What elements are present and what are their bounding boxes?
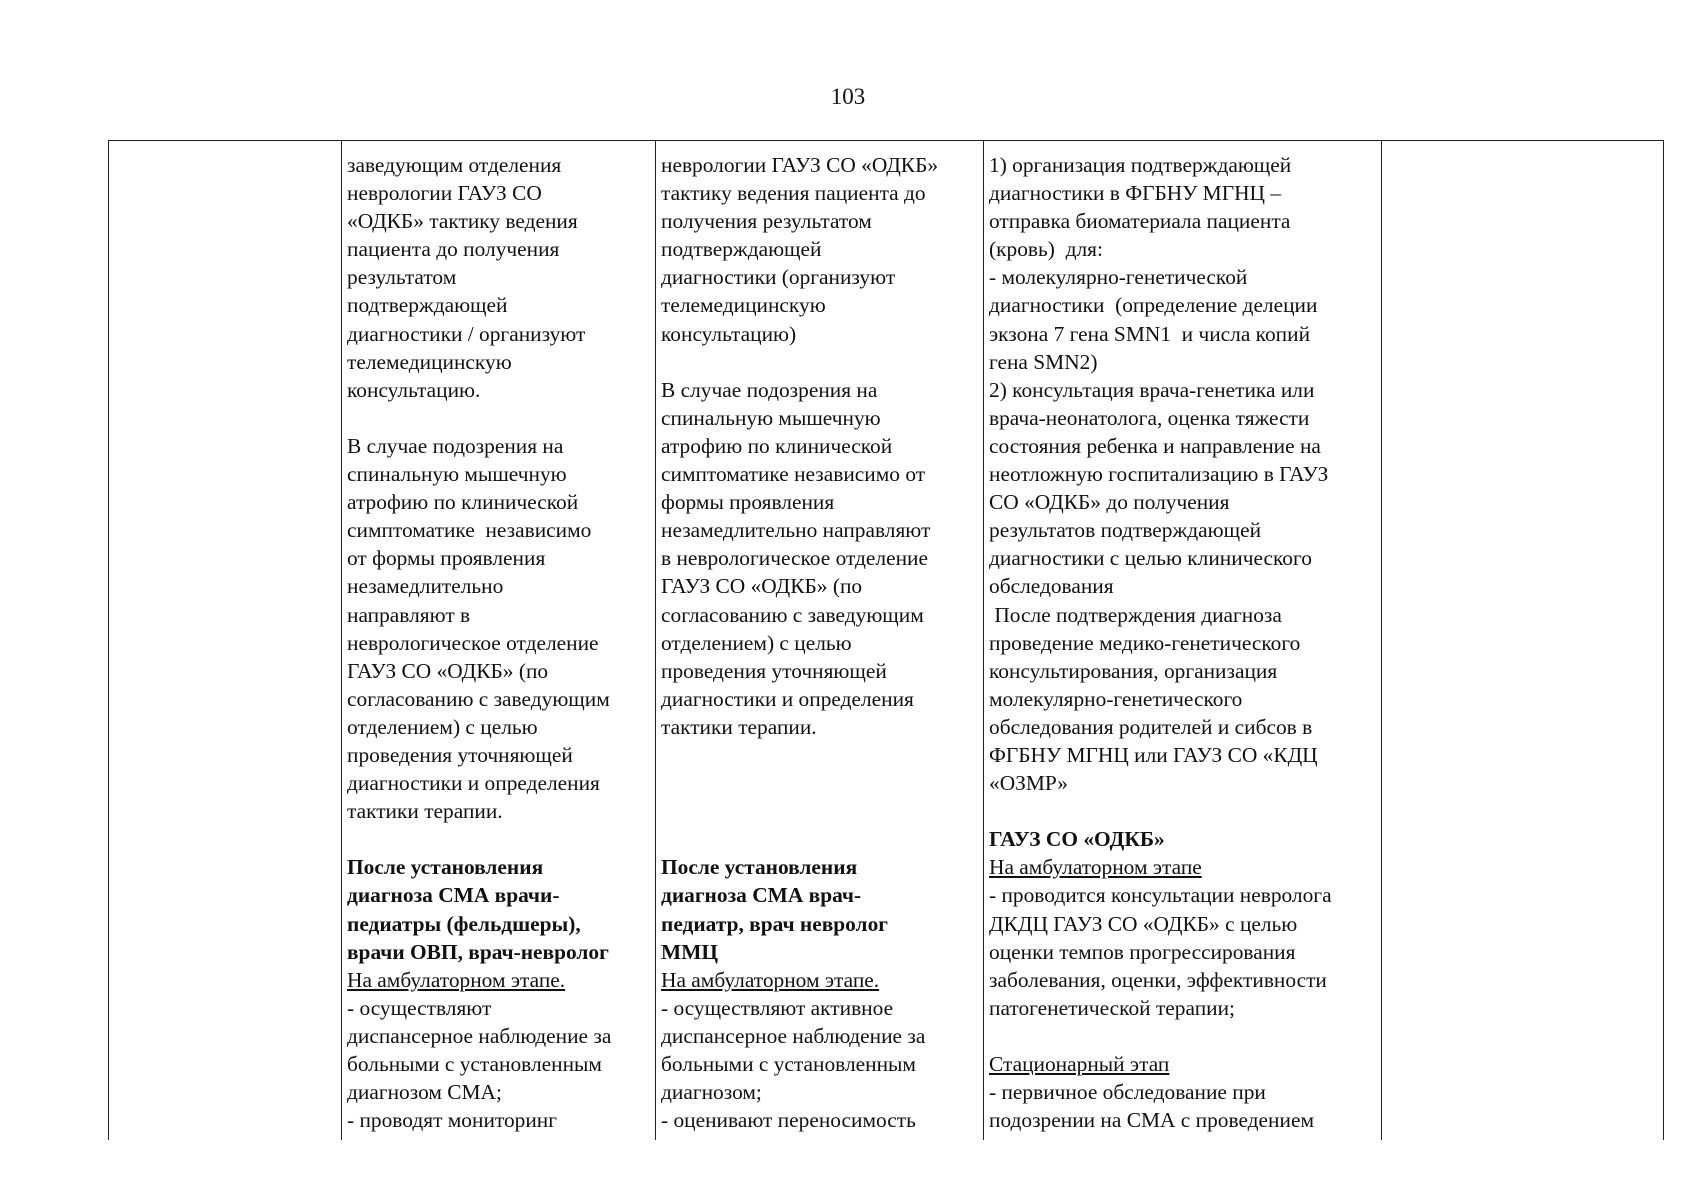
text-line: диагностики в ФГБНУ МГНЦ – — [989, 181, 1282, 206]
text-line: проведения уточняющей — [661, 658, 887, 683]
text-line: атрофию по клинической — [347, 490, 579, 515]
stage-subheading: На амбулаторном этапе. — [661, 967, 880, 992]
table-cell-column-4 — [989, 151, 1332, 1134]
text-line: экзона 7 гена SMN1 и числа копий — [989, 321, 1311, 346]
text-line: (кровь) для: — [989, 237, 1103, 262]
text-line: - осуществляют активное — [661, 995, 894, 1020]
section-heading-line: педиатр, врач невролог — [661, 911, 888, 936]
table-border-col2 — [341, 140, 342, 1140]
text-line: состояния ребенка и направление на — [989, 433, 1321, 458]
text-line: В случае подозрения на — [347, 433, 564, 458]
stage-subheading: На амбулаторном этапе. — [347, 967, 566, 992]
text-line: спинальную мышечную — [347, 462, 567, 487]
text-line: врача-неонатолога, оценка тяжести — [989, 405, 1310, 430]
text-line: направляют в — [347, 602, 471, 627]
text-line: больными с установленным — [661, 1052, 916, 1076]
text-line: отделением) с целью — [347, 714, 538, 739]
text-line: результатов подтверждающей — [989, 518, 1262, 543]
text-line: телемедицинскую — [347, 349, 512, 374]
section-heading-line: После установления — [347, 855, 544, 880]
text-line: диагностики с целью клинического — [989, 546, 1312, 571]
text-line: ДКДЦ ГАУЗ СО «ОДКБ» с целью — [989, 911, 1298, 936]
section-heading-line: педиатры (фельдшеры), — [347, 911, 581, 936]
paragraph-gap — [989, 1022, 1332, 1050]
table-cell-column-3 — [661, 151, 938, 1134]
text-line: проведение медико-генетического — [989, 630, 1301, 655]
text-line: спинальную мышечную — [661, 405, 881, 430]
paragraph-gap — [661, 825, 938, 853]
table-border-col5 — [1381, 140, 1382, 1140]
text-line: патогенетической терапии; — [989, 995, 1235, 1020]
text-line: тактику ведения пациента до — [661, 181, 926, 206]
text-line: оценки темпов прогрессирования — [989, 939, 1296, 964]
text-line: согласованию с заведующим — [347, 686, 610, 711]
text-line: больными с установленным — [347, 1052, 602, 1076]
text-line: незамедлительно направляют — [661, 518, 931, 543]
section-heading-line: ММЦ — [661, 939, 719, 964]
paragraph-gap — [661, 741, 938, 769]
text-line: неврологическое отделение — [347, 630, 599, 655]
section-heading-line: ГАУЗ СО «ОДКБ» — [989, 827, 1165, 852]
text-line: подтверждающей — [347, 293, 508, 318]
paragraph-gap — [661, 348, 938, 376]
text-line: - первичное обследование при — [989, 1080, 1266, 1105]
text-line: ФГБНУ МГНЦ или ГАУЗ СО «КДЦ — [989, 742, 1318, 767]
text-line: заболевания, оценки, эффективности — [989, 967, 1327, 992]
page-number: 103 — [830, 84, 866, 109]
text-line: «ОДКБ» тактику ведения — [347, 209, 578, 234]
text-line: результатом — [347, 265, 457, 290]
text-line: симптоматике независимо — [347, 518, 592, 543]
table-border-col3 — [655, 140, 656, 1140]
text-line: диагностики и определения — [661, 686, 914, 711]
paragraph-gap — [661, 769, 938, 797]
text-line: неотложную госпитализацию в ГАУЗ — [989, 462, 1329, 487]
text-line: 1) организация подтверждающей — [989, 153, 1292, 177]
text-line: диагностики / организуют — [347, 321, 586, 346]
section-heading-line: врачи ОВП, врач-невролог — [347, 939, 609, 964]
paragraph-gap — [347, 825, 611, 853]
text-line: тактики терапии. — [661, 714, 817, 739]
text-line: отправка биоматериала пациента — [989, 209, 1291, 234]
text-line: В случае подозрения на — [661, 377, 878, 402]
text-line: - проводится консультации невролога — [989, 883, 1332, 908]
text-line: тактики терапии. — [347, 799, 503, 824]
text-line: консультирования, организация — [989, 658, 1278, 683]
text-line: атрофию по клинической — [661, 433, 893, 458]
text-line: ГАУЗ СО «ОДКБ» (по — [661, 574, 863, 599]
text-line: заведующим отделения — [347, 153, 562, 177]
text-line: от формы проявления — [347, 546, 546, 571]
text-line: симптоматике независимо от — [661, 462, 926, 487]
text-line: получения результатом — [661, 209, 872, 234]
text-line: диагностики и определения — [347, 771, 600, 796]
text-line: незамедлительно — [347, 574, 504, 599]
text-line: согласованию с заведующим — [661, 602, 924, 627]
text-line: гена SMN2) — [989, 349, 1098, 374]
text-line: обследования — [989, 574, 1114, 599]
text-line: - молекулярно-генетической — [989, 265, 1248, 290]
text-line: формы проявления — [661, 490, 835, 515]
table-cell-column-2 — [347, 151, 611, 1134]
text-line: в неврологическое отделение — [661, 546, 928, 571]
table-border-left — [108, 140, 109, 1140]
text-line: - оценивают переносимость — [661, 1108, 916, 1133]
section-heading-line: После установления — [661, 855, 858, 880]
text-line: диспансерное наблюдение за — [661, 1023, 926, 1048]
text-line: отделением) с целью — [661, 630, 852, 655]
text-line: неврологии ГАУЗ СО — [347, 181, 542, 206]
text-line: неврологии ГАУЗ СО «ОДКБ» — [661, 153, 939, 177]
text-line: - проводят мониторинг — [347, 1108, 558, 1133]
stage-subheading: На амбулаторном этапе — [989, 855, 1202, 880]
text-line: ГАУЗ СО «ОДКБ» (по — [347, 658, 549, 683]
section-heading-line: диагноза СМА врачи- — [347, 883, 560, 908]
text-line: «ОЗМР» — [989, 771, 1069, 796]
table-border-right — [1663, 140, 1664, 1140]
table-border-col4 — [983, 140, 984, 1140]
text-line: консультацию. — [347, 377, 481, 402]
text-line: пациента до получения — [347, 237, 560, 262]
text-line: подозрении на СМА с проведением — [989, 1108, 1314, 1133]
stage-subheading: Стационарный этап — [989, 1052, 1170, 1076]
text-line: молекулярно-генетического — [989, 686, 1243, 711]
text-line: телемедицинскую — [661, 293, 826, 318]
text-line: диспансерное наблюдение за — [347, 1023, 612, 1048]
text-line: СО «ОДКБ» до получения — [989, 490, 1230, 515]
text-line: проведения уточняющей — [347, 742, 573, 767]
text-line: диагнозом СМА; — [347, 1080, 502, 1105]
text-line: - осуществляют — [347, 995, 492, 1020]
section-heading-line: диагноза СМА врач- — [661, 883, 862, 908]
text-line: диагнозом; — [661, 1080, 762, 1105]
paragraph-gap — [347, 404, 611, 432]
paragraph-gap — [661, 797, 938, 825]
text-line: После подтверждения диагноза — [989, 602, 1282, 627]
paragraph-gap — [989, 797, 1332, 825]
text-line: подтверждающей — [661, 237, 822, 262]
text-line: диагностики (организуют — [661, 265, 896, 290]
text-line: 2) консультация врача-генетика или — [989, 377, 1315, 402]
text-line: обследования родителей и сибсов в — [989, 714, 1313, 739]
text-line: консультацию) — [661, 321, 797, 346]
text-line: диагностики (определение делеции — [989, 293, 1318, 318]
